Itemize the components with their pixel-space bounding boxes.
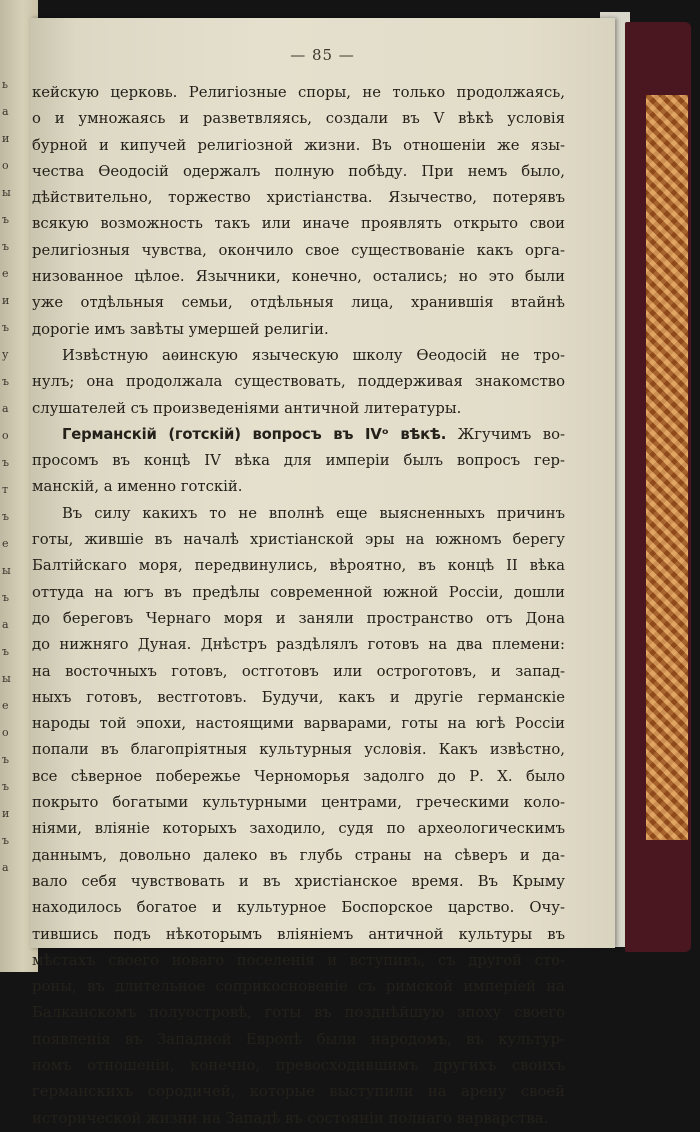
text-line: даннымъ, довольно далеко въ глубь страны на сѣверъ и да- [32, 846, 565, 864]
text-line: появленія въ Западной Европѣ были народомъ, въ культур- [32, 1030, 565, 1048]
text-line: манскій, а именно готскій. [32, 478, 243, 496]
text-line: уже отдѣльныя семьи, отдѣльныя лица, хранившія втайнѣ [32, 294, 565, 312]
text-line: кейскую церковь. Религіозные споры, не только продолжаясь, [32, 84, 565, 101]
text-line: Балтійскаго моря, передвинулись, вѣроятно, въ концѣ II вѣка [32, 557, 565, 575]
left-page-fragment: о [2, 726, 10, 739]
text-line: мѣстахъ своего новаго поселенія и вступивъ, съ другой сто- [32, 951, 565, 969]
left-page-fragment: ъ [2, 240, 10, 253]
text-line: дѣйствительно, торжество христіанства. Язычество, потерявъ [32, 189, 565, 207]
text-line: Извѣстную аѳинскую языческую школу Ѳеодосій не тро- [62, 346, 565, 364]
text-line: вало себя чувствовать и въ христіанское время. Въ Крыму [32, 872, 565, 890]
text-line: готы, жившіе въ началѣ христіанской эры на южномъ берегу [32, 531, 565, 549]
text-line: покрыто богатыми культурными центрами, греческими коло- [32, 794, 565, 812]
text-line: народы той эпохи, настоящими варварами, готы на югѣ Россіи [32, 715, 565, 733]
text-line: оттуда на югъ въ предѣлы современной южной Россіи, дошли [32, 583, 565, 601]
cover-ornament [646, 95, 688, 840]
left-page-fragment: е [2, 699, 10, 712]
left-page-fragment: а [2, 618, 10, 631]
text-line: всякую возможность такъ или иначе проявлять открыто свои [32, 215, 565, 233]
text-line: германскихъ сородичей, которые выступили на арену своей [32, 1083, 565, 1101]
left-page-fragment: о [2, 429, 10, 442]
text-line: ныхъ готовъ, вестготовъ. Будучи, какъ и другіе германскіе [32, 688, 565, 706]
text-line: просомъ въ концѣ IV вѣка для имперіи былъ вопросъ гер- [32, 452, 565, 470]
left-page-fragment: ь [2, 78, 9, 91]
text-line: номъ отношеніи, конечно, превосходившимъ другихъ своихъ [32, 1056, 565, 1074]
left-page-fragment: ъ [2, 213, 10, 226]
left-page-fragment: ы [2, 564, 12, 577]
left-page-fragment: е [2, 267, 10, 280]
section-heading-line [30, 422, 565, 448]
text-line: чества Ѳеодосій одержалъ полную побѣду. При немъ было, [32, 162, 565, 180]
section-heading: Германскій (готскій) вопросъ въ IVᵒ вѣкѣ. [62, 425, 447, 443]
left-page-fragment: т [2, 483, 9, 496]
text-line: все сѣверное побережье Черноморья задолго до Р. Х. было [32, 767, 565, 785]
left-page-fragment: о [2, 159, 10, 172]
text-line: дорогіе имъ завѣты умершей религіи. [32, 320, 329, 338]
left-page-fragment: а [2, 105, 10, 118]
text-line: нулъ; она продолжала существовать, поддерживая знакомство [32, 373, 565, 391]
left-page-fragment: ъ [2, 834, 10, 847]
left-page-fragment: а [2, 402, 10, 415]
left-page-fragment: и [2, 807, 10, 820]
text-line: о и умножаясь и разветвляясь, создали въ V вѣкѣ условія [32, 110, 565, 128]
left-page-fragment: ъ [2, 645, 10, 658]
text-line: Въ силу какихъ то не вполнѣ еще выясненныхъ причинъ [62, 504, 565, 522]
left-page-fragment: ъ [2, 780, 10, 793]
text-line: бурной и кипучей религіозной жизни. Въ отношеніи же язы- [32, 136, 565, 154]
text-line: исторической жизни на Западѣ въ состояніи полнаго варварства. [32, 1109, 549, 1127]
text-line: на восточныхъ готовъ, остготовъ или остроготовъ, и запад- [32, 662, 565, 680]
left-page-fragment: ъ [2, 753, 10, 766]
left-page-fragment: и [2, 294, 10, 307]
text-line: низованное цѣлое. Язычники, конечно, остались; но это были [32, 268, 565, 286]
text-line: до нижняго Дуная. Днѣстръ раздѣлялъ готовъ на два племени: [32, 636, 565, 654]
left-page-fragment: е [2, 537, 10, 550]
left-page-fragment: ъ [2, 456, 10, 469]
text-line: тившись подъ нѣкоторымъ вліяніемъ античной культуры въ [32, 925, 565, 943]
text-line: находилось богатое и культурное Боспорское царство. Очу- [32, 899, 565, 917]
left-page-fragment: а [2, 861, 10, 874]
left-page-fragment: ъ [2, 510, 10, 523]
left-page-fragment: и [2, 132, 10, 145]
page-number: — 85 — [290, 46, 355, 64]
left-page-fragment: ы [2, 672, 12, 685]
text-line: до береговъ Чернаго моря и заняли пространство отъ Дона [32, 609, 565, 627]
left-page-fragment: ъ [2, 591, 10, 604]
heading-continuation: Жгучимъ во- [446, 425, 565, 443]
text-line: ніями, вліяніе которыхъ заходило, судя по археологическимъ [32, 820, 565, 838]
text-line: религіозныя чувства, окончило свое существованіе какъ орга- [32, 241, 565, 259]
left-page-fragment: у [2, 348, 9, 361]
page-text [30, 80, 565, 1132]
left-page-fragment: ъ [2, 321, 10, 334]
left-page-fragment: ъ [2, 375, 10, 388]
book-page [30, 18, 615, 1127]
text-line: роны, въ длительное соприкосновеніе съ римской имперіей на [32, 978, 565, 996]
text-line: Балканскомъ полуостровѣ, готы въ позднѣйшую эпоху своего [32, 1004, 565, 1022]
text-line: слушателей съ произведеніями античной литературы. [32, 399, 462, 417]
text-line: попали въ благопріятныя культурныя условія. Какъ извѣстно, [32, 741, 565, 759]
left-page-fragment: ы [2, 186, 12, 199]
